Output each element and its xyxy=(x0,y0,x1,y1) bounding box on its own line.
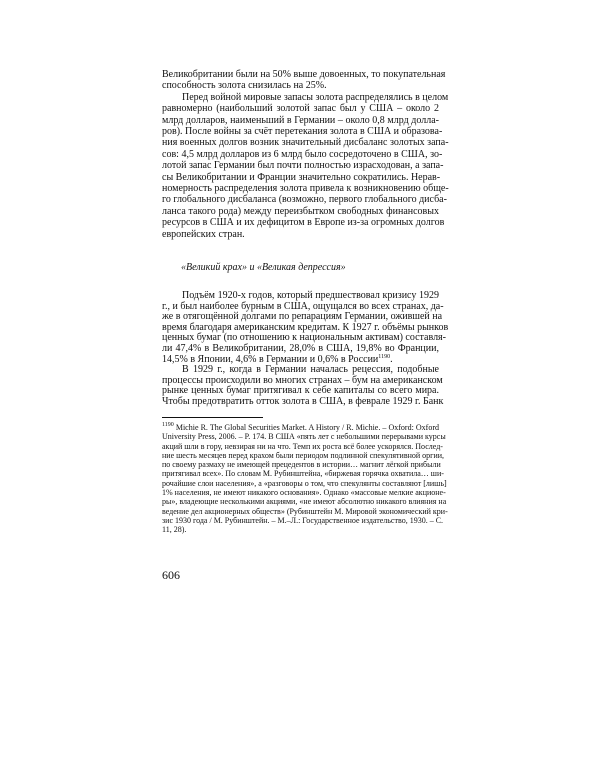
text-span: 14,5% в Японии, 4,6% в Германии и 0,6% в России xyxy=(162,353,379,365)
text-line: лотой запас Германии был почти полностью израсходован, а запа- xyxy=(162,160,444,172)
footnote xyxy=(162,422,448,535)
text-line: University Press, 2006. – P. 174. В США «пять лет с небольшими перерывами курсы xyxy=(162,432,446,442)
text-line: сы Великобритании и Франции значительно сократились. Нерав- xyxy=(162,171,441,183)
text-line: ведение дел акционерных обществ» (Рубинштейн М. Мировой экономический кри- xyxy=(162,506,448,516)
main-text-top xyxy=(162,69,449,240)
text-line: процессы происходили во многих странах – бум на американском xyxy=(162,374,443,386)
text-line: рочайшие слои населения», а «разговоры о том, что спекулянты составляют [лишь] xyxy=(162,478,447,488)
text-line: номерность распределения золота привела к возникновению обще- xyxy=(162,183,449,195)
footnote-divider xyxy=(162,417,263,418)
text-line: ры», владеющие несколькими акциями, «не имеют абсолютно никакого влияния на xyxy=(162,497,447,507)
footnote-number: 1190 xyxy=(162,422,174,428)
text-span: Michie R. The Global Securities Market. A History / R. Michie. – Oxford: Oxford xyxy=(173,423,439,432)
text-line: равномерно (наибольший золотой запас был у США – около 2 xyxy=(162,103,439,115)
text-line: г., и был наиболее бурным в США, ощущался во всех странах, да- xyxy=(162,300,444,312)
text-line: Великобритании были на 50% выше довоенных, то покупательная xyxy=(162,69,446,80)
text-line: Чтобы предотвратить отток золота в США, в феврале 1929 г. Банк xyxy=(162,395,444,407)
main-text-bottom xyxy=(162,290,449,408)
text-line: 1% населения, не имеют никакого основания». Однако «массовые мелкие акционе- xyxy=(162,488,446,498)
text-line: рынке ценных бумаг притягивал к себе капиталы со всего мира. xyxy=(162,385,439,397)
text-line: ресурсов в США и их дефицитом в Европе из-за огромных долгов xyxy=(162,217,445,229)
text-line: притягивал всех». По словам М. Рубинштейна, «биржевая горячка охватила… ши- xyxy=(162,469,444,479)
text-line: по своему размаху не имеющей прецедентов в истории… магнит лёгкой прибыли xyxy=(162,460,441,470)
text-line: ли 47,4% в Великобритании, 28,0% в США, 19,8% во Франции, xyxy=(162,342,439,354)
text-line: европейских стран. xyxy=(162,228,245,240)
text-span: . xyxy=(390,353,393,365)
text-line: ния военных долгов возник значительный дисбаланс золотых запа- xyxy=(162,137,449,149)
text-line: же в отягощённой долгами по репарациям Германии, ожившей на xyxy=(162,311,443,323)
text-line: ланса такого рода) между переизбытком свободных финансовых xyxy=(162,205,439,217)
text-line: В 1929 г., когда в Германии началась рецессия, подобные xyxy=(182,364,439,376)
text-line: Подъём 1920-х годов, который предшествовал кризису 1929 xyxy=(182,290,439,301)
text-line: ние шесть месяцев перед крахом были периодом подлинной спекулятивной оргии, xyxy=(162,450,445,460)
text-line xyxy=(162,423,439,432)
page-number: 606 xyxy=(162,568,180,582)
text-line: способность золота снизилась на 25%. xyxy=(162,80,327,92)
text-line: акций шли в гору, невзирая ни на что. Темп их роста всё более ускорялся. Послед- xyxy=(162,441,443,451)
text-line: ценных бумаг (по отношению к национальным активам) составля- xyxy=(162,332,446,344)
text-line: го глобального дисбаланса (возможно, первого глобального дисба- xyxy=(162,194,447,206)
text-line: Перед войной мировые запасы золота распределялись в целом xyxy=(182,91,449,103)
text-line: млрд долларов, наименьший в Германии – около 0,8 млрд долла- xyxy=(162,114,439,126)
text-line: ров). После войны за счёт перетекания золота в США и образова- xyxy=(162,126,443,138)
text-line: 11, 28). xyxy=(162,525,187,535)
section-heading: «Великий крах» и «Великая депрессия» xyxy=(181,262,346,273)
text-line: время благодаря американским кредитам. К 1927 г. объёмы рынков xyxy=(162,321,449,333)
footnote-ref[interactable]: 1190 xyxy=(378,353,391,360)
text-line: сов: 4,5 млрд долларов из 6 млрд было сосредоточено в США, зо- xyxy=(162,148,443,160)
text-line: зис 1930 года / М. Рубинштейн. – М.–Л.: Государственное издательство, 1930. – С. xyxy=(162,515,444,525)
